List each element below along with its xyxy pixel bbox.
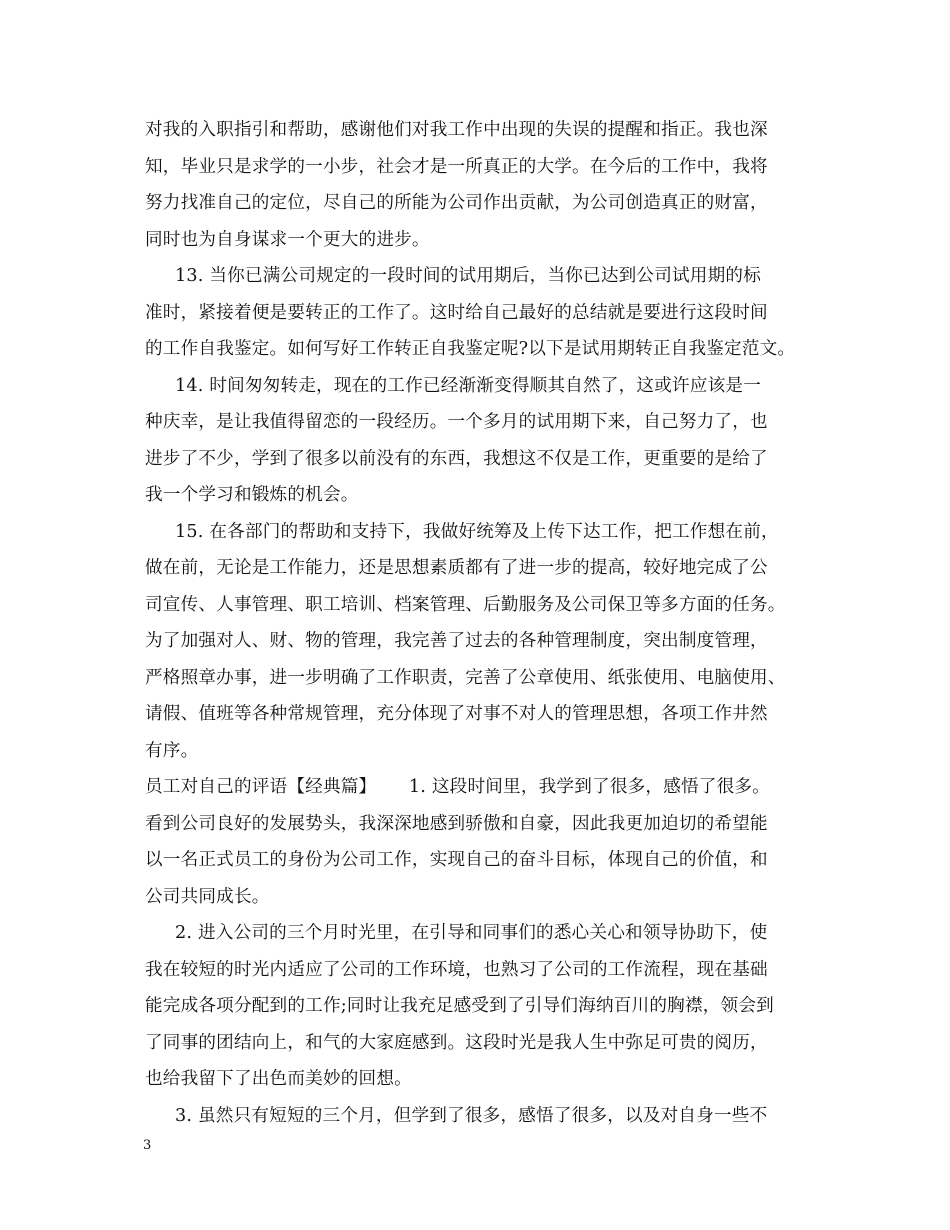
text-line: 我一个学习和锻炼的机会。 — [145, 485, 359, 505]
text-line: 以一名正式员工的身份为公司工作，实现自己的奋斗目标，体现自己的价值，和 — [145, 850, 768, 870]
text-line: 员工对自己的评语【经典篇】 1. 这段时间里，我学到了很多，感悟了很多。 — [145, 777, 770, 797]
text-line: 司宣传、人事管理、职工培训、档案管理、后勤服务及公司保卫等多方面的任务。 — [145, 594, 786, 615]
text-line: 知，毕业只是求学的一小步，社会才是一所真正的大学。在今后的工作中，我将 — [145, 156, 768, 177]
text-line: 种庆幸，是让我值得留恋的一段经历。一个多月的试用期下来，自己努力了，也 — [145, 412, 768, 432]
text-line: 2. 进入公司的三个月时光里，在引导和同事们的悉心关心和领导协助下，使 — [175, 923, 768, 943]
text-line: 能完成各项分配到的工作;同时让我充足感受到了引导们海纳百川的胸襟，领会到 — [145, 996, 774, 1016]
text-line: 准时，紧接着便是要转正的工作了。这时给自己最好的总结就是要进行这段时间 — [145, 302, 768, 323]
document-body — [145, 112, 825, 1134]
text-line: 13. 当你已满公司规定的一段时间的试用期后，当你已达到公司试用期的标 — [175, 266, 761, 286]
text-line: 对我的入职指引和帮助，感谢他们对我工作中出现的失误的提醒和指正。我也深 — [145, 120, 768, 140]
text-line: 15. 在各部门的帮助和支持下，我做好统筹及上传下达工作，把工作想在前， — [175, 521, 779, 542]
text-line: 看到公司良好的发展势头，我深深地感到骄傲和自豪，因此我更加迫切的希望能 — [145, 813, 768, 834]
text-line: 进步了不少，学到了很多以前没有的东西，我想这不仅是工作，更重要的是给了 — [145, 448, 768, 469]
page-number: 3 — [143, 1138, 152, 1153]
text-line: 的工作自我鉴定。如何写好工作转正自我鉴定呢?以下是试用期转正自我鉴定范文。 — [145, 339, 796, 359]
text-line: 公司共同成长。 — [145, 886, 270, 907]
text-line: 努力找准自己的定位，尽自己的所能为公司作出贡献，为公司创造真正的财富， — [145, 193, 768, 213]
text-line: 同时也为自身谋求一个更大的进步。 — [145, 229, 430, 250]
text-line: 严格照章办事，进一步明确了工作职责，完善了公章使用、纸张使用、电脑使用、 — [145, 667, 786, 688]
text-line: 有序。 — [145, 740, 199, 761]
text-line: 请假、值班等各种常规管理，充分体现了对事不对人的管理思想，各项工作井然 — [145, 704, 768, 724]
text-line: 3. 虽然只有短短的三个月，但学到了很多，感悟了很多，以及对自身一些不 — [175, 1105, 768, 1126]
text-line: 14. 时间匆匆转走，现在的工作已经渐渐变得顺其自然了，这或许应该是一 — [175, 375, 761, 396]
text-line: 了同事的团结向上，和气的大家庭感到。这段时光是我人生中弥足可贵的阅历， — [145, 1032, 768, 1053]
text-line: 我在较短的时光内适应了公司的工作环境，也熟习了公司的工作流程，现在基础 — [145, 959, 768, 980]
text-line: 做在前，无论是工作能力，还是思想素质都有了进一步的提高，较好地完成了公 — [145, 558, 768, 578]
text-line: 为了加强对人、财、物的管理，我完善了过去的各种管理制度，突出制度管理， — [145, 631, 768, 651]
text-line: 也给我留下了出色而美妙的回想。 — [145, 1069, 412, 1089]
